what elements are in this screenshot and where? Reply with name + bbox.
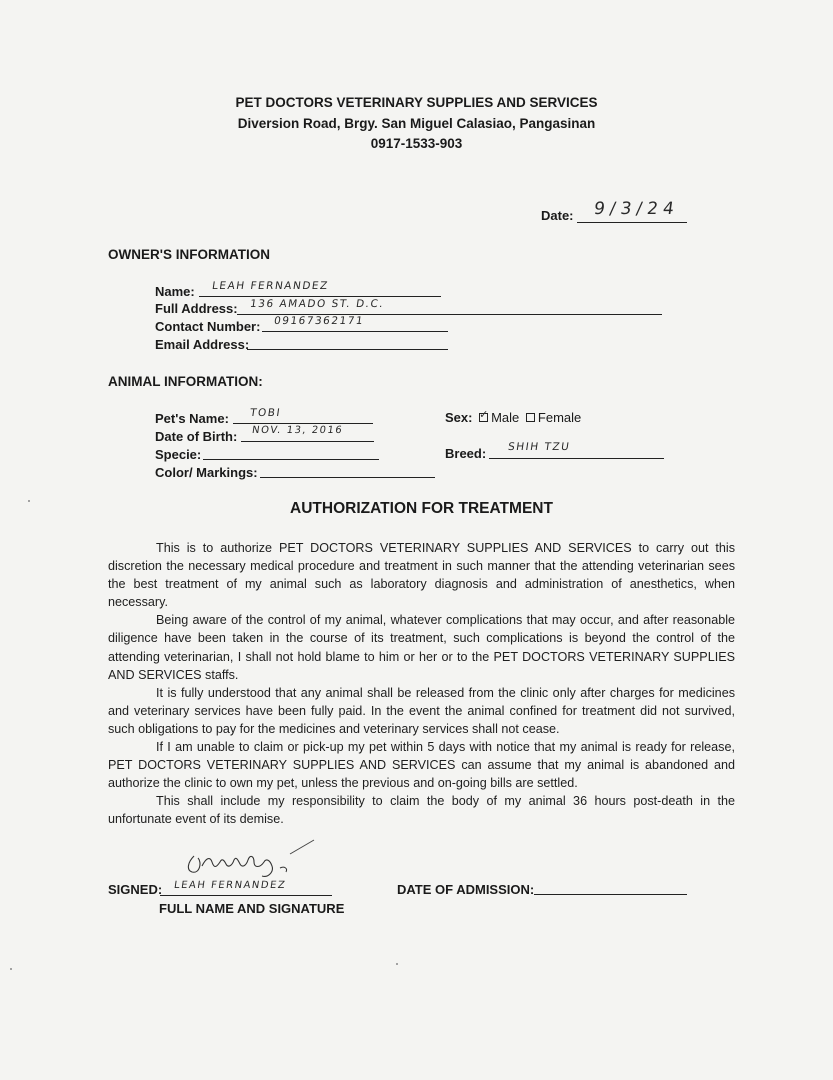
specie-label: Specie: <box>155 447 202 462</box>
date-line <box>577 222 687 223</box>
date-label: Date: <box>541 208 574 223</box>
owner-contact-line <box>262 331 448 332</box>
signature-caption: FULL NAME AND SIGNATURE <box>159 901 345 916</box>
company-phone: 0917-1533-903 <box>370 136 463 151</box>
specie-line <box>203 459 379 460</box>
breed-value[interactable]: SHIH TZU <box>507 441 572 453</box>
sex-female-checkbox[interactable] <box>526 413 535 422</box>
dob-line <box>241 441 374 442</box>
date-of-admission-label: DATE OF ADMISSION: <box>397 882 535 897</box>
owner-contact-value[interactable]: 09167362171 <box>273 315 365 327</box>
color-markings-line <box>260 477 435 478</box>
scan-speck <box>10 968 12 970</box>
scan-speck <box>28 500 30 502</box>
owner-address-value[interactable]: 136 AMADO ST. D.C. <box>249 298 385 310</box>
breed-label: Breed: <box>445 446 487 461</box>
company-address: Diversion Road, Brgy. San Miguel Calasiao, Pangasinan <box>237 116 596 131</box>
authorization-paragraph: If I am unable to claim or pick-up my pet within 5 days with notice that my animal is ready for release, PET DOCTORS VETERINARY SUPPLIES AND SERVICES can assume that my animal is abandoned and authorize the clinic to own my pet, unless the previous and on-going bills are settled. <box>108 740 735 791</box>
authorization-title: AUTHORIZATION FOR TREATMENT <box>290 500 553 517</box>
pet-name-line <box>233 423 373 424</box>
sex-male-checkbox[interactable] <box>479 413 488 422</box>
authorization-paragraph: It is fully understood that any animal shall be released from the clinic only after charges for medicines and veterinary services have been fully paid. In the event the animal confined for treatment did not survived, such obligations to pay for the medicines and veterinary services shall not cease. <box>108 685 735 736</box>
dob-value[interactable]: NOV. 13, 2016 <box>251 425 344 436</box>
company-name: PET DOCTORS VETERINARY SUPPLIES AND SERVICES <box>235 95 598 110</box>
owner-name-label: Name: <box>155 284 195 299</box>
owner-address-label: Full Address: <box>155 301 238 316</box>
owner-name-line <box>199 296 441 297</box>
signed-name-value[interactable]: LEAH FERNANDEZ <box>173 880 287 891</box>
owner-contact-label: Contact Number: <box>155 319 261 334</box>
sex-male-label: Male <box>491 410 520 425</box>
authorization-paragraph: This is to authorize PET DOCTORS VETERINARY SUPPLIES AND SERVICES to carry out this discretion the necessary medical procedure and treatment in such manner that the attending veterinarian sees the best treatment of my animal such as laboratory diagnosis and administration of anesthetics, when necessary. <box>108 541 735 610</box>
owner-section-heading: OWNER'S INFORMATION <box>108 247 270 262</box>
signature-line <box>160 895 332 896</box>
pet-name-value[interactable]: TOBI <box>249 407 282 419</box>
color-markings-label: Color/ Markings: <box>155 465 258 480</box>
authorization-paragraph: This shall include my responsibility to claim the body of my animal 36 hours post-death in the unfortunate event of its demise. <box>108 794 735 827</box>
breed-line <box>489 458 664 459</box>
sex-field <box>445 410 581 425</box>
sex-label: Sex: <box>445 410 473 425</box>
pet-name-label: Pet's Name: <box>155 411 229 426</box>
authorization-paragraph: Being aware of the control of my animal, whatever complications that may occur, and after reasonable diligence have been taken in the course of its treatment, such complications is beyond the control of the attending veterinarian, I shall not hold blame to him or her or to the PET DOCTORS VETERINARY SUPPLIES AND SERVICES staffs. <box>108 613 735 682</box>
dob-label: Date of Birth: <box>155 429 238 444</box>
owner-name-value[interactable]: LEAH FERNANDEZ <box>211 280 330 292</box>
date-value[interactable]: 9/3/24 <box>592 199 681 219</box>
owner-email-label: Email Address: <box>155 337 250 352</box>
signed-label: SIGNED: <box>108 882 163 897</box>
scan-speck <box>396 963 398 965</box>
animal-section-heading: ANIMAL INFORMATION: <box>108 374 263 389</box>
sex-female-label: Female <box>537 410 582 425</box>
authorization-body <box>108 539 735 829</box>
owner-email-line <box>247 349 448 350</box>
date-of-admission-line <box>534 894 687 895</box>
